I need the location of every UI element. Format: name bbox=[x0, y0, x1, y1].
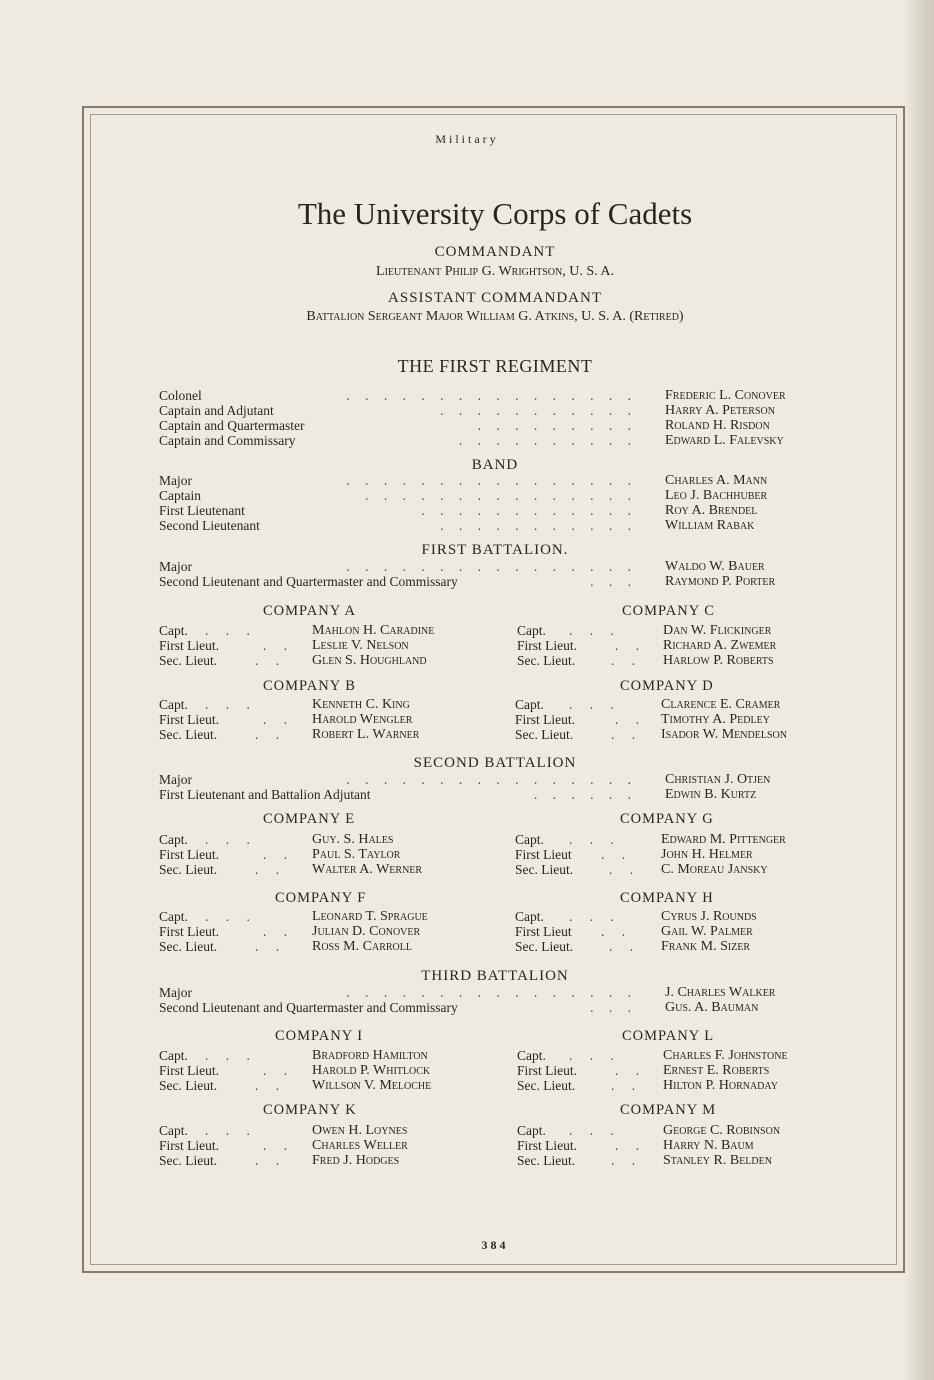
company-title: COMPANY G bbox=[620, 811, 714, 827]
officer-rank: Capt. bbox=[517, 1048, 546, 1063]
leader-dots: . . . bbox=[205, 697, 257, 712]
staff-row bbox=[159, 503, 839, 518]
leader-dots: . . . . . . . . . . . . . . . . bbox=[346, 559, 637, 574]
officer-name: John H. Helmer bbox=[661, 847, 753, 862]
leader-dots: . . bbox=[255, 1078, 287, 1093]
staff-name: Christian J. Otjen bbox=[665, 772, 771, 787]
officer-name: Timothy A. Pedley bbox=[661, 712, 770, 727]
leader-dots: . . bbox=[263, 847, 295, 862]
officer-rank: Capt. bbox=[515, 697, 544, 712]
company-title: COMPANY I bbox=[275, 1028, 364, 1044]
leader-dots: . . . . . . . . . . . . . . . bbox=[365, 488, 637, 503]
leader-dots: . . . . . . . . . bbox=[477, 418, 637, 433]
leader-dots: . . bbox=[263, 924, 295, 939]
company-title: COMPANY F bbox=[275, 890, 367, 906]
officer-name: Isador W. Mendelson bbox=[661, 727, 787, 742]
company-title: COMPANY A bbox=[263, 603, 356, 619]
officer-rank: First Lieut. bbox=[159, 847, 219, 862]
officer-name: Leonard T. Sprague bbox=[312, 909, 428, 924]
staff-name: Edward L. Falevsky bbox=[665, 433, 784, 448]
officer-rank: First Lieut. bbox=[159, 924, 219, 939]
leader-dots: . . . bbox=[590, 1000, 637, 1015]
company-title: COMPANY E bbox=[263, 811, 356, 827]
company-title: COMPANY D bbox=[620, 678, 714, 694]
officer-rank: First Lieut bbox=[515, 924, 572, 939]
officer-name: Fred J. Hodges bbox=[312, 1153, 400, 1168]
officer-name: Mahlon H. Caradine bbox=[312, 623, 435, 638]
officer-name: Robert L. Warner bbox=[312, 727, 420, 742]
second-battalion-title: SECOND BATTALION bbox=[413, 755, 577, 771]
officer-rank: First Lieut. bbox=[517, 1138, 577, 1153]
leader-dots: . . bbox=[609, 862, 641, 877]
leader-dots: . . . . . . . . . . . . . . . . bbox=[346, 985, 637, 1000]
officer-rank: Sec. Lieut. bbox=[515, 862, 574, 877]
officer-rank: Capt. bbox=[517, 1123, 546, 1138]
staff-rank: Captain and Commissary bbox=[159, 433, 296, 448]
staff-name: Waldo W. Bauer bbox=[665, 559, 765, 574]
leader-dots: . . . bbox=[205, 623, 257, 638]
company-title: COMPANY B bbox=[263, 678, 356, 694]
leader-dots: . . . . . . . . . . . . bbox=[421, 503, 637, 518]
leader-dots: . . . bbox=[205, 1123, 257, 1138]
officer-rank: Capt. bbox=[517, 623, 546, 638]
assistant-commandant-name: Battalion Sergeant Major William G. Atkins, U. S. A. (Retired) bbox=[306, 309, 684, 324]
officer-rank: Sec. Lieut. bbox=[159, 653, 218, 668]
leader-dots: . . bbox=[611, 653, 643, 668]
officer-name: Harry N. Baum bbox=[663, 1138, 754, 1153]
officer-name: Edward M. Pittenger bbox=[661, 832, 786, 847]
leader-dots: . . bbox=[611, 727, 643, 742]
company-title: COMPANY M bbox=[620, 1102, 717, 1118]
officer-rank: Sec. Lieut. bbox=[517, 1078, 576, 1093]
leader-dots: . . . . . . bbox=[533, 787, 637, 802]
staff-name: Roy A. Brendel bbox=[665, 503, 758, 518]
officer-name: George C. Robinson bbox=[663, 1123, 781, 1138]
staff-name: J. Charles Walker bbox=[665, 985, 776, 1000]
officer-rank: Sec. Lieut. bbox=[515, 939, 574, 954]
staff-row bbox=[159, 772, 839, 787]
leader-dots: . . . bbox=[205, 1048, 257, 1063]
staff-name: William Rabak bbox=[665, 518, 755, 533]
leader-dots: . . bbox=[263, 1138, 295, 1153]
staff-rank: Second Lieutenant and Quartermaster and Commissary bbox=[159, 574, 458, 589]
staff-name: Harry A. Peterson bbox=[665, 403, 775, 418]
officer-name: Julian D. Conover bbox=[312, 924, 421, 939]
officer-name: Paul S. Taylor bbox=[312, 847, 401, 862]
leader-dots: . . bbox=[263, 638, 295, 653]
leader-dots: . . . . . . . . . . bbox=[458, 433, 637, 448]
leader-dots: . . . bbox=[569, 697, 621, 712]
officer-rank: Sec. Lieut. bbox=[159, 727, 218, 742]
officer-rank: Capt. bbox=[159, 832, 188, 847]
officer-rank: First Lieut. bbox=[517, 638, 577, 653]
third-battalion-title: THIRD BATTALION bbox=[421, 968, 569, 984]
staff-name: Charles A. Mann bbox=[665, 473, 768, 488]
officer-name: Ross M. Carroll bbox=[312, 939, 412, 954]
leader-dots: . . bbox=[611, 1078, 643, 1093]
officer-rank: Capt. bbox=[159, 697, 188, 712]
officer-rank: Sec. Lieut. bbox=[159, 939, 218, 954]
leader-dots: . . . bbox=[569, 909, 621, 924]
staff-rank: Major bbox=[159, 985, 192, 1000]
staff-row bbox=[159, 559, 839, 574]
officer-name: Richard A. Zwemer bbox=[663, 638, 777, 653]
leader-dots: . . bbox=[263, 1063, 295, 1078]
first-battalion-title: FIRST BATTALION. bbox=[421, 542, 569, 558]
staff-row bbox=[159, 473, 839, 488]
staff-name: Raymond P. Porter bbox=[665, 574, 776, 589]
page-title: The University Corps of Cadets bbox=[297, 196, 693, 231]
leader-dots: . . . . . . . . . . . . . . . . bbox=[346, 388, 637, 403]
officer-name: Harold Wengler bbox=[312, 712, 413, 727]
officer-name: Clarence E. Cramer bbox=[661, 697, 781, 712]
officer-name: Gail W. Palmer bbox=[661, 924, 753, 939]
officer-name: Stanley R. Belden bbox=[663, 1153, 772, 1168]
leader-dots: . . bbox=[255, 653, 287, 668]
leader-dots: . . bbox=[263, 712, 295, 727]
band-title: BAND bbox=[471, 457, 519, 473]
officer-rank: First Lieut. bbox=[159, 638, 219, 653]
company-title: COMPANY H bbox=[620, 890, 714, 906]
leader-dots: . . . . . . . . . . . . . . . . bbox=[346, 473, 637, 488]
officer-rank: Sec. Lieut. bbox=[159, 1078, 218, 1093]
staff-name: Frederic L. Conover bbox=[665, 388, 786, 403]
leader-dots: . . bbox=[611, 1153, 643, 1168]
officer-name: Ernest E. Roberts bbox=[663, 1063, 770, 1078]
officer-rank: First Lieut. bbox=[159, 1063, 219, 1078]
officer-rank: First Lieut. bbox=[159, 712, 219, 727]
officer-name: C. Moreau Jansky bbox=[661, 862, 768, 877]
officer-name: Glen S. Houghland bbox=[312, 653, 427, 668]
officer-name: Hilton P. Hornaday bbox=[663, 1078, 778, 1093]
page-number: 384 bbox=[481, 1238, 509, 1252]
leader-dots: . . . bbox=[569, 1123, 621, 1138]
staff-rank: Captain bbox=[159, 488, 201, 503]
officer-rank: Sec. Lieut. bbox=[159, 1153, 218, 1168]
leader-dots: . . bbox=[609, 939, 641, 954]
staff-row bbox=[159, 388, 839, 403]
staff-row bbox=[159, 518, 839, 533]
leader-dots: . . bbox=[255, 727, 287, 742]
leader-dots: . . . bbox=[569, 832, 621, 847]
staff-name: Gus. A. Bauman bbox=[665, 1000, 759, 1015]
officer-rank: Capt. bbox=[159, 909, 188, 924]
staff-rank: Second Lieutenant and Quartermaster and Commissary bbox=[159, 1000, 458, 1015]
officer-rank: First Lieut. bbox=[159, 1138, 219, 1153]
officer-rank: Capt. bbox=[515, 909, 544, 924]
officer-rank: Sec. Lieut. bbox=[517, 653, 576, 668]
staff-row bbox=[159, 1000, 839, 1015]
officer-rank: Capt. bbox=[159, 1048, 188, 1063]
officer-name: Cyrus J. Rounds bbox=[661, 909, 757, 924]
officer-rank: First Lieut. bbox=[517, 1063, 577, 1078]
officer-name: Owen H. Loynes bbox=[312, 1123, 408, 1138]
staff-rank: Major bbox=[159, 772, 192, 787]
staff-row bbox=[159, 418, 839, 433]
leader-dots: . . . bbox=[590, 574, 637, 589]
staff-row bbox=[159, 574, 839, 589]
officer-rank: Capt. bbox=[515, 832, 544, 847]
officer-rank: Capt. bbox=[159, 623, 188, 638]
staff-name: Leo J. Bachhuber bbox=[665, 488, 768, 503]
officer-rank: Sec. Lieut. bbox=[515, 727, 574, 742]
leader-dots: . . bbox=[255, 939, 287, 954]
staff-row bbox=[159, 433, 839, 448]
officer-name: Charles Weller bbox=[312, 1138, 408, 1153]
leader-dots: . . . bbox=[569, 623, 621, 638]
leader-dots: . . . . . . . . . . . bbox=[440, 518, 637, 533]
leader-dots: . . bbox=[255, 862, 287, 877]
company-title: COMPANY L bbox=[622, 1028, 715, 1044]
leader-dots: . . bbox=[615, 712, 647, 727]
leader-dots: . . bbox=[615, 638, 647, 653]
leader-dots: . . . . . . . . . . . . . . . . bbox=[346, 772, 637, 787]
staff-rank: Major bbox=[159, 473, 192, 488]
staff-rank: First Lieutenant bbox=[159, 503, 245, 518]
staff-rank: Colonel bbox=[159, 388, 202, 403]
staff-rank: Second Lieutenant bbox=[159, 518, 260, 533]
staff-name: Roland H. Risdon bbox=[665, 418, 770, 433]
company-title: COMPANY C bbox=[622, 603, 715, 619]
officer-name: Harold P. Whitlock bbox=[312, 1063, 431, 1078]
officer-name: Dan W. Flickinger bbox=[663, 623, 772, 638]
officer-name: Leslie V. Nelson bbox=[312, 638, 409, 653]
leader-dots: . . . bbox=[205, 832, 257, 847]
leader-dots: . . bbox=[615, 1138, 647, 1153]
commandant-heading: COMMANDANT bbox=[434, 244, 556, 260]
leader-dots: . . bbox=[615, 1063, 647, 1078]
staff-row bbox=[159, 403, 839, 418]
leader-dots: . . . bbox=[569, 1048, 621, 1063]
company-title: COMPANY K bbox=[263, 1102, 357, 1118]
assistant-commandant-heading: ASSISTANT COMMANDANT bbox=[388, 290, 602, 306]
staff-row bbox=[159, 488, 839, 503]
officer-rank: Capt. bbox=[159, 1123, 188, 1138]
regiment-title: THE FIRST REGIMENT bbox=[397, 356, 593, 376]
staff-row bbox=[159, 787, 839, 802]
officer-rank: First Lieut. bbox=[515, 712, 575, 727]
officer-name: Willson V. Meloche bbox=[312, 1078, 432, 1093]
leader-dots: . . bbox=[601, 924, 633, 939]
commandant-name: Lieutenant Philip G. Wrightson, U. S. A. bbox=[376, 264, 614, 279]
officer-rank: First Lieut bbox=[515, 847, 572, 862]
officer-name: Guy. S. Hales bbox=[312, 832, 394, 847]
officer-rank: Sec. Lieut. bbox=[159, 862, 218, 877]
officer-name: Bradford Hamilton bbox=[312, 1048, 428, 1063]
leader-dots: . . . . . . . . . . . bbox=[440, 403, 637, 418]
officer-name: Charles F. Johnstone bbox=[663, 1048, 788, 1063]
leader-dots: . . bbox=[255, 1153, 287, 1168]
staff-name: Edwin B. Kurtz bbox=[665, 787, 757, 802]
staff-rank: Captain and Adjutant bbox=[159, 403, 274, 418]
staff-rank: Captain and Quartermaster bbox=[159, 418, 305, 433]
staff-rank: First Lieutenant and Battalion Adjutant bbox=[159, 787, 371, 802]
officer-name: Harlow P. Roberts bbox=[663, 653, 774, 668]
staff-row bbox=[159, 985, 839, 1000]
running-header: Military bbox=[435, 132, 499, 146]
officer-name: Frank M. Sizer bbox=[661, 939, 751, 954]
officer-name: Kenneth C. King bbox=[312, 697, 410, 712]
officer-name: Walter A. Werner bbox=[312, 862, 423, 877]
officer-rank: Sec. Lieut. bbox=[517, 1153, 576, 1168]
leader-dots: . . . bbox=[205, 909, 257, 924]
staff-rank: Major bbox=[159, 559, 192, 574]
leader-dots: . . bbox=[601, 847, 633, 862]
